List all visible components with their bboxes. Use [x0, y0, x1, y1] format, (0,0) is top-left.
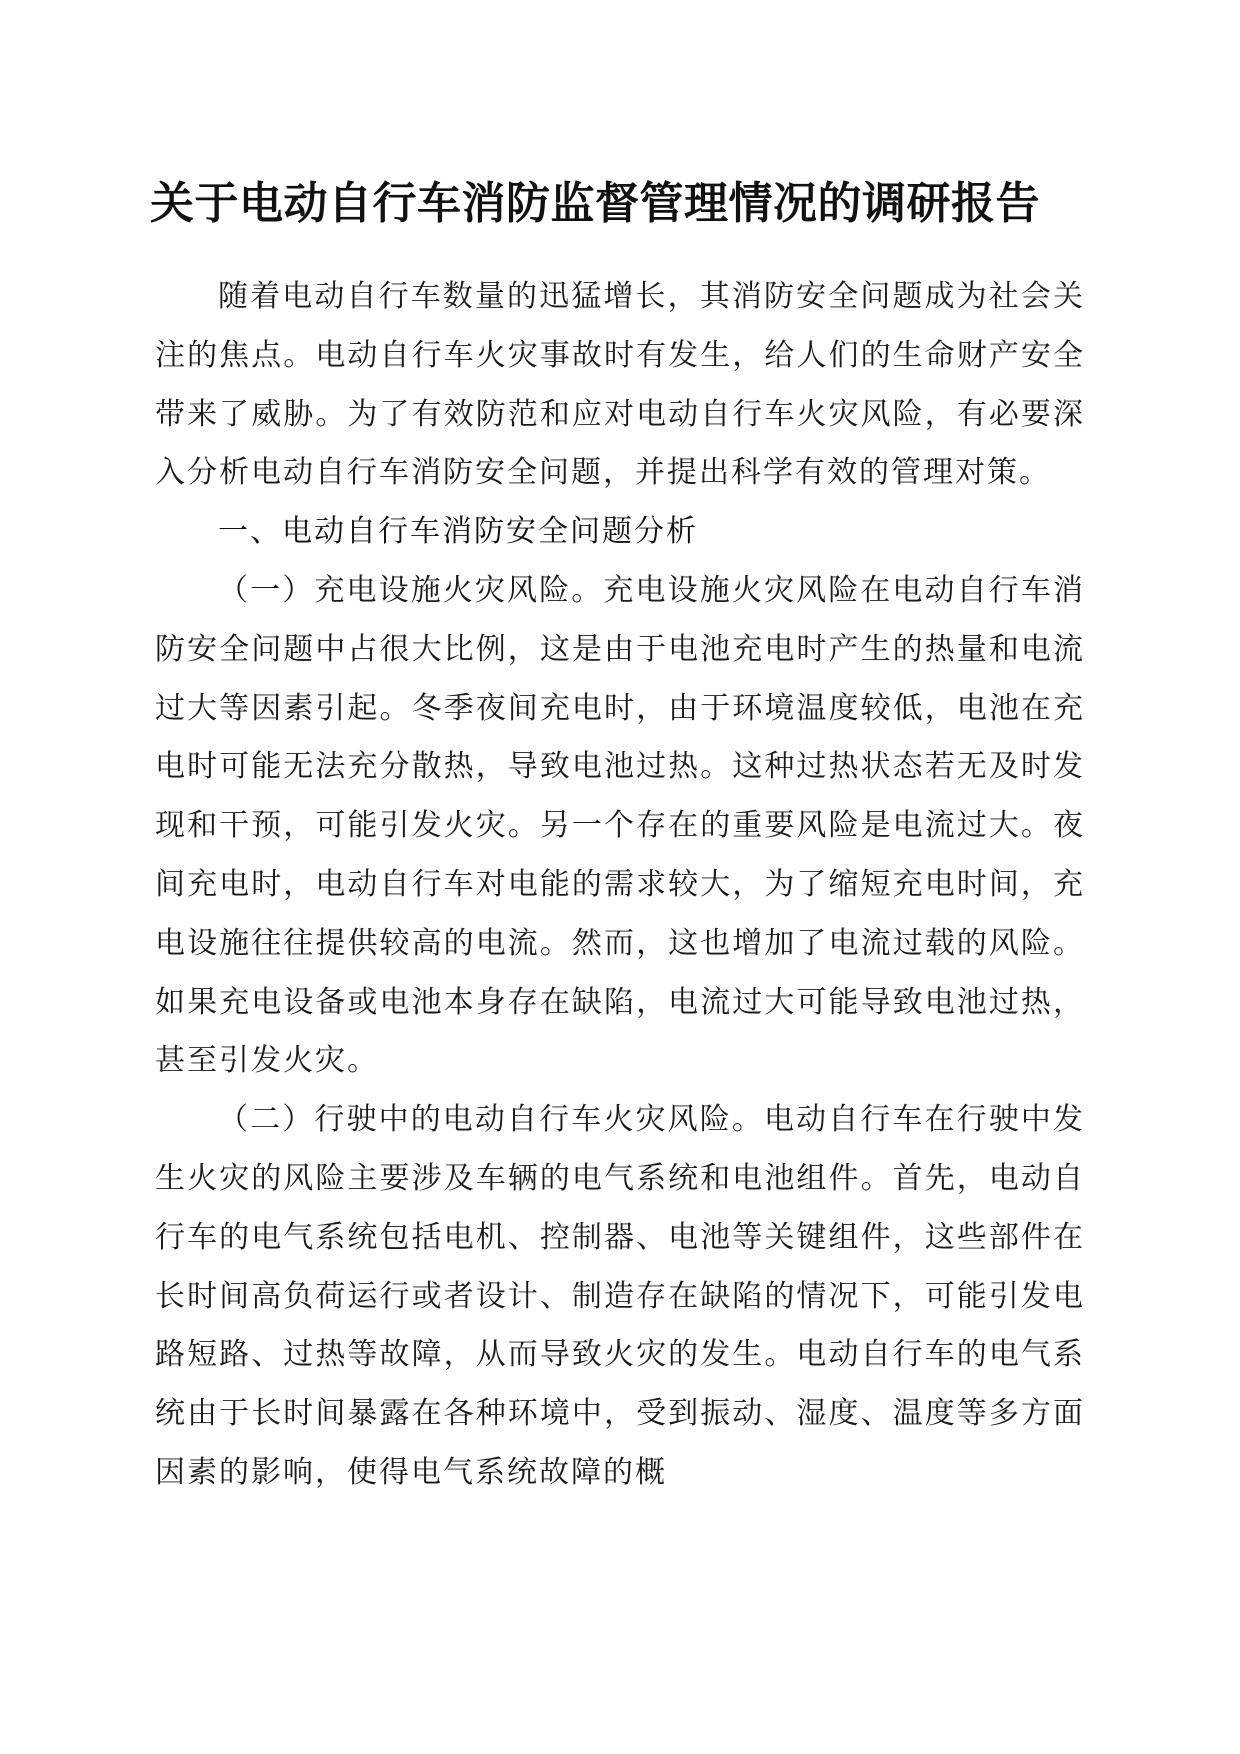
- charging-risk-paragraph: （一）充电设施火灾风险。充电设施火灾风险在电动自行车消防安全问题中占很大比例，这是由于电池充电时产生的热量和电流过大等因素引起。冬季夜间充电时，由于环境温度较低，电池在充电时可能无法充分散热，导致电池过热。这种过热状态若无及时发现和干预，可能引发火灾。另一个存在的重要风险是电流过大。夜间充电时，电动自行车对电能的需求较大，为了缩短充电时间，充电设施往往提供较高的电流。然而，这也增加了电流过载的风险。如果充电设备或电池本身存在缺陷，电流过大可能导致电池过热，甚至引发火灾。: [155, 572, 1085, 1079]
- intro-paragraph: 随着电动自行车数量的迅猛增长，其消防安全问题成为社会关注的焦点。电动自行车火灾事故时有发生，给人们的生命财产安全带来了威胁。为了有效防范和应对电动自行车火灾风险，有必要深入分析电动自行车消防安全问题，并提出科学有效的管理对策。: [155, 279, 1085, 491]
- section-heading: 一、电动自行车消防安全问题分析: [218, 514, 698, 550]
- riding-risk-paragraph: （二）行驶中的电动自行车火灾风险。电动自行车在行驶中发生火灾的风险主要涉及车辆的电气系统和电池组件。首先，电动自行车的电气系统包括电机、控制器、电池等关键组件，这些部件在长时间高负荷运行或者设计、制造存在缺陷的情况下，可能引发电路短路、过热等故障，从而导致火灾的发生。电动自行车的电气系统由于长时间暴露在各种环境中，受到振动、湿度、温度等多方面因素的影响，使得电气系统故障的概: [155, 1102, 1085, 1490]
- document-title: 关于电动自行车消防监督管理情况的调研报告: [150, 178, 1040, 229]
- document-body: [155, 268, 1085, 1503]
